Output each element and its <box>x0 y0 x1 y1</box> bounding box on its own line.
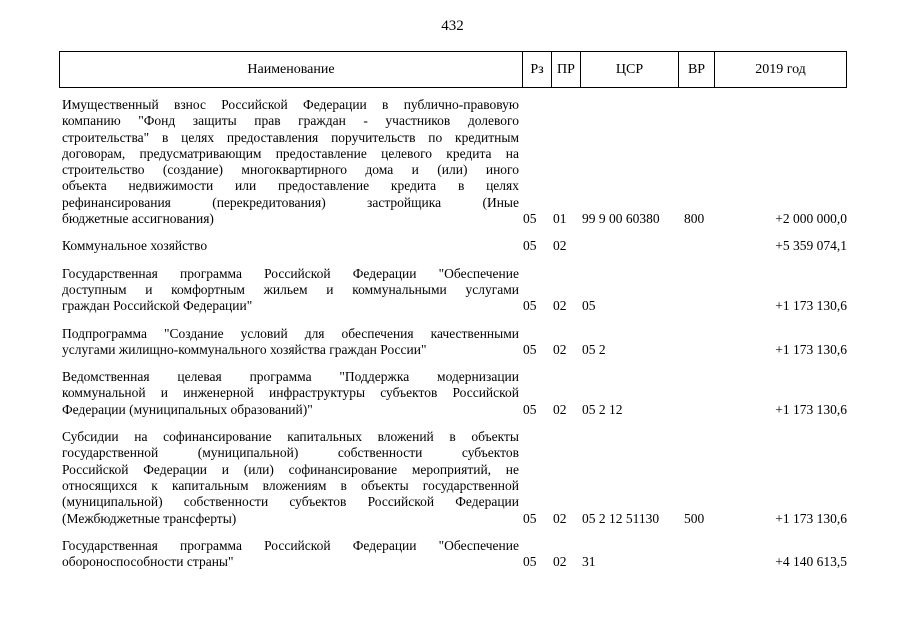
row-name-line: рефинансирования (перекредитования) застройщика (Иные <box>62 194 519 210</box>
row-name-line: доступным и комфортным жильем и коммунальными услугами <box>62 281 519 297</box>
row-name-line: Имущественный взнос Российской Федерации в публично-правовую <box>62 97 519 112</box>
page-number: 432 <box>441 18 464 34</box>
header-name: Наименование <box>60 52 523 87</box>
row-csr: 31 <box>582 554 596 570</box>
row-name-line: государственной (муниципальной) собственности субъектов <box>62 445 519 461</box>
header-pr: ПР <box>552 52 581 87</box>
table-row <box>62 538 847 571</box>
row-name-line: Федерации (муниципальных образований)" <box>62 401 313 417</box>
table-row <box>62 97 847 227</box>
row-vr: 500 <box>684 510 705 526</box>
row-name <box>62 369 519 418</box>
row-rz: 05 <box>523 510 537 526</box>
row-name-line: объекта недвижимости или предоставление кредита в целях <box>62 178 519 194</box>
table-row <box>62 326 847 359</box>
row-name-line: бюджетные ассигнования) <box>62 211 214 227</box>
row-name-line: коммунальной и инженерной инфраструктуры субъектов Российской <box>62 385 519 401</box>
row-name-line: Государственная программа Российской Федерации "Обеспечение <box>62 537 519 553</box>
row-amount: +1 173 130,6 <box>775 298 847 314</box>
row-name-line: строительства" в целях предоставления поручительств по кредитным <box>62 129 519 145</box>
row-name-line: строительство (создание) многоквартирного дома и (или) иного <box>62 162 519 178</box>
table-body <box>62 97 847 581</box>
row-amount: +2 000 000,0 <box>775 211 847 227</box>
row-rz: 05 <box>523 211 537 227</box>
row-name <box>62 538 519 571</box>
row-name-line: услугами жилищно-коммунального хозяйства граждан России" <box>62 341 427 357</box>
row-amount: +1 173 130,6 <box>775 510 847 526</box>
table-row <box>62 369 847 418</box>
row-name-line: Государственная программа Российской Федерации "Обеспечение <box>62 265 519 281</box>
row-name-line: Ведомственная целевая программа "Поддержка модернизации <box>62 369 519 385</box>
row-pr: 02 <box>553 341 567 357</box>
row-name-line: граждан Российской Федерации" <box>62 298 253 314</box>
row-amount: +5 359 074,1 <box>775 238 847 254</box>
row-name-line: (муниципальной) собственности субъектов Российской Федерации <box>62 494 519 510</box>
table-row <box>62 266 847 315</box>
row-name-line: обороноспособности страны" <box>62 554 234 570</box>
row-csr: 05 2 12 <box>582 401 623 417</box>
row-csr: 05 2 <box>582 341 606 357</box>
row-rz: 05 <box>523 401 537 417</box>
row-vr: 800 <box>684 211 705 227</box>
row-amount: +1 173 130,6 <box>775 341 847 357</box>
row-name-line: (Межбюджетные трансферты) <box>62 510 237 526</box>
row-rz: 05 <box>523 298 537 314</box>
row-csr: 99 9 00 60380 <box>582 211 660 227</box>
row-name <box>62 266 519 315</box>
row-name-line: договорам, предусматривающим предоставление целевого кредита на <box>62 145 519 161</box>
header-rz: Рз <box>523 52 552 87</box>
table-row <box>62 238 847 254</box>
row-name-line: Российской Федерации и (или) софинансирование мероприятий, не <box>62 461 519 477</box>
row-csr: 05 <box>582 298 596 314</box>
row-name-line: относящихся к капитальным вложениям в объекты государственной <box>62 477 519 493</box>
row-pr: 01 <box>553 211 567 227</box>
row-rz: 05 <box>523 341 537 357</box>
row-name <box>62 238 519 254</box>
row-name <box>62 326 519 359</box>
row-rz: 05 <box>523 238 537 254</box>
row-name <box>62 97 519 227</box>
row-pr: 02 <box>553 238 567 254</box>
row-pr: 02 <box>553 401 567 417</box>
row-rz: 05 <box>523 554 537 570</box>
row-amount: +1 173 130,6 <box>775 401 847 417</box>
row-name-line: компанию "Фонд защиты прав граждан - участников долевого <box>62 113 519 129</box>
row-name-line: Подпрограмма "Создание условий для обеспечения качественными <box>62 325 519 341</box>
header-year: 2019 год <box>755 61 806 77</box>
row-csr: 05 2 12 51130 <box>582 510 660 526</box>
header-vr: ВР <box>679 52 715 87</box>
row-name-line: Коммунальное хозяйство <box>62 238 208 254</box>
row-pr: 02 <box>553 554 567 570</box>
row-name-line: Субсидии на софинансирование капитальных вложений в объекты <box>62 429 519 445</box>
row-pr: 02 <box>553 510 567 526</box>
row-name <box>62 429 519 527</box>
table-header <box>59 51 847 88</box>
table-row <box>62 429 847 527</box>
row-amount: +4 140 613,5 <box>775 554 847 570</box>
row-pr: 02 <box>553 298 567 314</box>
header-csr: ЦСР <box>581 52 679 87</box>
